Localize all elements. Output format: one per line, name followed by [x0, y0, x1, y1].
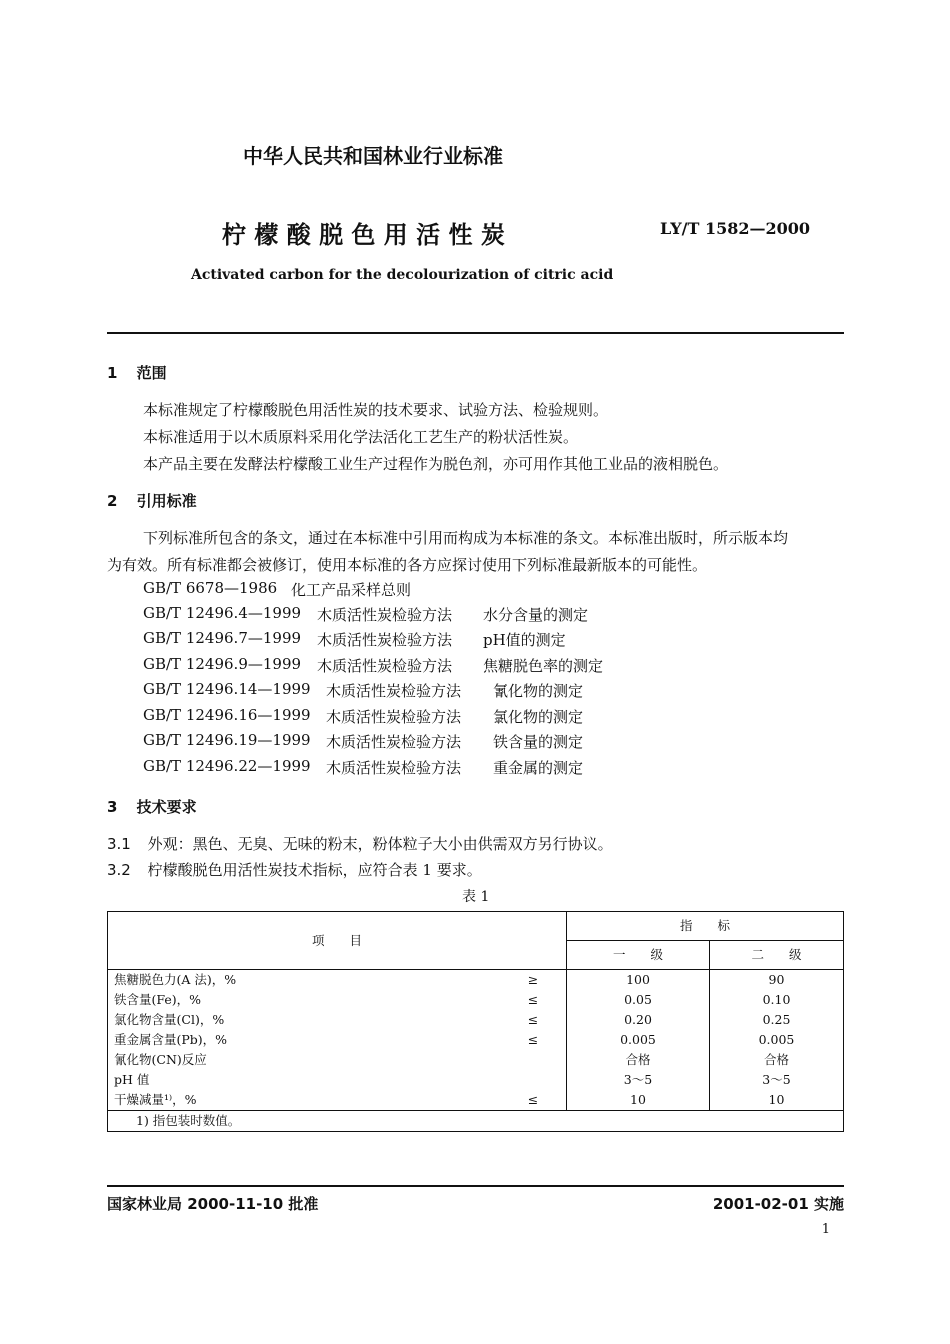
- table-caption: 表 1: [462, 889, 490, 905]
- section-1-paragraph: 本标准适用于以木质原料采用化学法活化工艺生产的粉状活性炭。: [143, 428, 579, 446]
- reference-code: GB/T 12496.7—1999: [143, 629, 302, 647]
- reference-title: 木质活性炭检验方法: [326, 682, 462, 700]
- header-grade-2: 二 级: [710, 941, 844, 970]
- requirement-3-2: [107, 859, 482, 880]
- requirement-text: 柠檬酸脱色用活性炭技术指标，应符合表 1 要求。: [147, 861, 482, 879]
- row-grade-2: 3～5: [710, 1070, 844, 1090]
- reference-code: GB/T 12496.22—1999: [143, 757, 311, 775]
- row-name: pH 值: [114, 1072, 150, 1087]
- requirement-number: 3.1: [107, 835, 131, 853]
- section-1-number: 1: [107, 364, 118, 382]
- row-grade-1: 3～5: [567, 1070, 710, 1090]
- reference-subject: 重金属的测定: [493, 759, 584, 777]
- reference-code: GB/T 12496.14—1999: [143, 680, 311, 698]
- section-2-number: 2: [107, 492, 118, 510]
- row-grade-2: 0.10: [710, 990, 844, 1010]
- reference-subject: pH值的测定: [483, 631, 566, 649]
- reference-title: 木质活性炭检验方法: [326, 759, 462, 777]
- table-row: [108, 970, 844, 991]
- row-symbol: ≤: [527, 1032, 539, 1047]
- row-grade-1: 100: [567, 970, 710, 991]
- table-row: [108, 1070, 844, 1090]
- row-symbol: [500, 1050, 567, 1070]
- table-header-row: [108, 912, 844, 941]
- reference-code: GB/T 12496.4—1999: [143, 604, 302, 622]
- row-grade-2: 合格: [710, 1050, 844, 1070]
- section-2-title: 引用标准: [136, 492, 197, 510]
- doc-title: 柠 檬 酸 脱 色 用 活 性 炭: [222, 221, 505, 249]
- row-symbol: ≤: [527, 992, 539, 1007]
- section-1-paragraph: 本标准规定了柠檬酸脱色用活性炭的技术要求、试验方法、检验规则。: [143, 401, 609, 419]
- section-1-title: 范围: [136, 364, 167, 382]
- section-2-intro: 为有效。所有标准都会被修订，使用本标准的各方应探讨使用下列标准最新版本的可能性。: [107, 556, 708, 574]
- row-name: 氯化物含量(Cl)，%: [114, 1012, 225, 1027]
- reference-code: GB/T 12496.19—1999: [143, 731, 311, 749]
- table-row: [108, 1090, 844, 1111]
- implementation-date: 2001-02-01 实施: [712, 1195, 844, 1213]
- reference-title: 木质活性炭检验方法: [326, 733, 462, 751]
- row-name: 焦糖脱色力(A 法)，%: [114, 972, 237, 987]
- approval-date: 国家林业局 2000-11-10 批准: [107, 1195, 319, 1213]
- reference-subject: 铁含量的测定: [493, 733, 584, 751]
- english-title: Activated carbon for the decolourization of citric acid: [191, 267, 614, 283]
- section-1-heading: [107, 362, 167, 383]
- table-row: [108, 1030, 844, 1050]
- row-grade-2: 10: [710, 1090, 844, 1111]
- standard-code: LY/T 1582—2000: [660, 219, 811, 238]
- table-row: [108, 1010, 844, 1030]
- reference-title: 木质活性炭检验方法: [326, 708, 462, 726]
- table-row: [108, 1050, 844, 1070]
- row-grade-2: 90: [710, 970, 844, 991]
- reference-subject: 氯化物的测定: [493, 708, 584, 726]
- requirement-text: 外观：黑色、无臭、无味的粉末，粉体粒子大小由供需双方另行协议。: [147, 835, 613, 853]
- reference-subject: 氰化物的测定: [493, 682, 584, 700]
- reference-title: 木质活性炭检验方法: [317, 657, 453, 675]
- header-index: 指 标: [567, 912, 844, 941]
- section-2-heading: [107, 490, 197, 511]
- row-grade-1: 合格: [567, 1050, 710, 1070]
- row-grade-2: 0.25: [710, 1010, 844, 1030]
- row-symbol: [500, 1070, 567, 1090]
- reference-subject: 水分含量的测定: [483, 606, 589, 624]
- reference-code: GB/T 6678—1986: [143, 579, 278, 597]
- section-2-intro: 下列标准所包含的条文，通过在本标准中引用而构成为本标准的条文。本标准出版时，所示版本均: [143, 529, 789, 547]
- row-name: 干燥减量¹⁾，%: [114, 1092, 197, 1107]
- row-grade-2: 0.005: [710, 1030, 844, 1050]
- footer-divider: [107, 1185, 844, 1187]
- reference-code: GB/T 12496.16—1999: [143, 706, 311, 724]
- reference-title: 木质活性炭检验方法: [317, 606, 453, 624]
- row-symbol: ≥: [527, 972, 539, 987]
- section-3-number: 3: [107, 798, 118, 816]
- table-footnote-row: [108, 1111, 844, 1132]
- requirement-3-1: [107, 833, 613, 854]
- reference-subject: 焦糖脱色率的测定: [483, 657, 604, 675]
- reference-title: 木质活性炭检验方法: [317, 631, 453, 649]
- row-name: 铁含量(Fe)，%: [114, 992, 202, 1007]
- header-grade-1: 一 级: [567, 941, 710, 970]
- header-item: 项 目: [108, 912, 567, 970]
- header-divider: [107, 332, 844, 334]
- reference-title: 化工产品采样总则: [291, 581, 412, 599]
- reference-code: GB/T 12496.9—1999: [143, 655, 302, 673]
- row-grade-1: 0.20: [567, 1010, 710, 1030]
- org-title: 中华人民共和国林业行业标准: [243, 144, 503, 168]
- table-row: [108, 990, 844, 1010]
- section-3-title: 技术要求: [136, 798, 197, 816]
- spec-table: [107, 911, 844, 1132]
- row-grade-1: 0.05: [567, 990, 710, 1010]
- page-number: 1: [821, 1222, 830, 1237]
- section-1-paragraph: 本产品主要在发酵法柠檬酸工业生产过程作为脱色剂，亦可用作其他工业品的液相脱色。: [143, 455, 729, 473]
- requirement-number: 3.2: [107, 861, 131, 879]
- row-symbol: ≤: [527, 1092, 539, 1107]
- row-symbol: ≤: [527, 1012, 539, 1027]
- row-grade-1: 10: [567, 1090, 710, 1111]
- table-footnote: 1) 指包装时数值。: [108, 1111, 844, 1132]
- row-name: 重金属含量(Pb)，%: [114, 1032, 228, 1047]
- row-grade-1: 0.005: [567, 1030, 710, 1050]
- row-name: 氰化物(CN)反应: [114, 1052, 207, 1067]
- section-3-heading: [107, 796, 197, 817]
